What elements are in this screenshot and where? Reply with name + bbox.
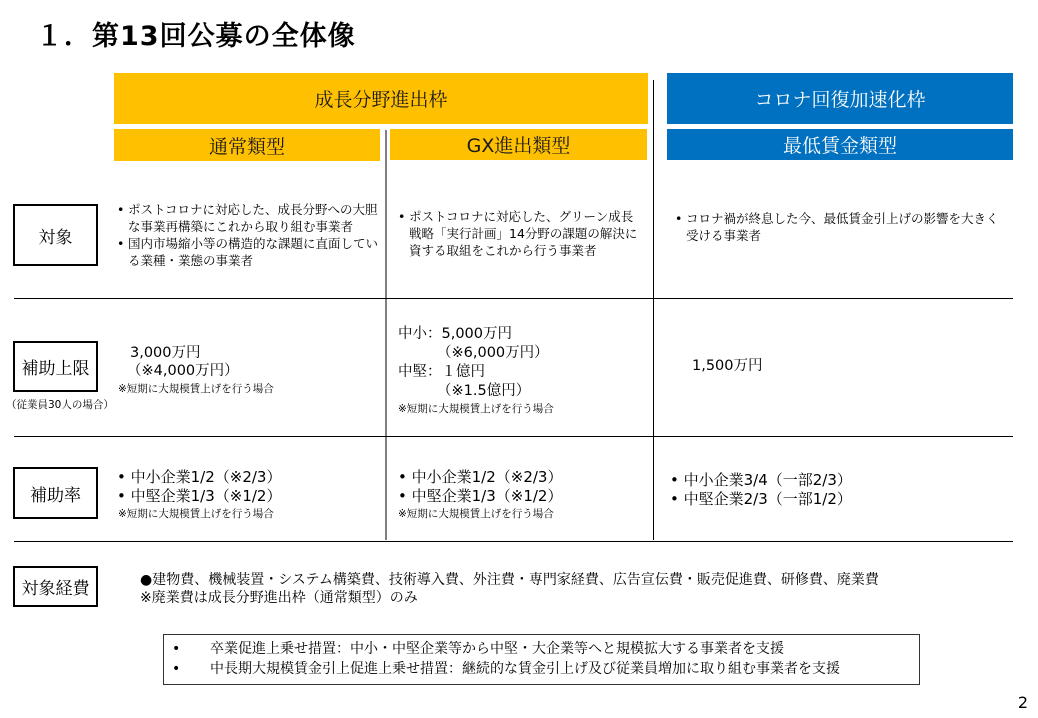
page-number: 2 bbox=[1017, 693, 1028, 712]
bullet-icon: • bbox=[117, 236, 125, 251]
rate-min-wage-sme: • 中小企業3/4（一部2/3） bbox=[670, 471, 852, 489]
bonus-measures-box bbox=[163, 634, 920, 685]
rate-gx-midsize: • 中堅企業1/3（※1/2） bbox=[398, 487, 563, 505]
header-min-wage-type: 最低賃金類型 bbox=[667, 129, 1013, 160]
target-normal-item: • ポストコロナに対応した、成長分野への大胆な事業再構築にこれから取り組む事業者 bbox=[117, 202, 378, 234]
row-divider-3 bbox=[14, 541, 1013, 542]
column-divider-2 bbox=[653, 80, 654, 540]
rate-min-wage-midsize: • 中堅企業2/3（一部1/2） bbox=[670, 490, 852, 508]
rate-normal-note: ※短期に大規模賃上げを行う場合 bbox=[118, 508, 274, 520]
target-normal-item: • 国内市場縮小等の構造的な課題に直面している業種・業態の事業者 bbox=[117, 236, 379, 268]
row-label-target: 対象 bbox=[13, 204, 98, 266]
eligible-expenses-note: ※廃業費は成長分野進出枠（通常類型）のみ bbox=[140, 590, 418, 606]
rate-gx-note: ※短期に大規模賃上げを行う場合 bbox=[398, 508, 554, 520]
rate-normal-midsize: • 中堅企業1/3（※1/2） bbox=[117, 487, 282, 505]
bullet-icon: • bbox=[398, 209, 406, 224]
cap-normal-amount-raised: （※4,000万円） bbox=[127, 363, 239, 379]
cap-gx-note: ※短期に大規模賃上げを行う場合 bbox=[398, 403, 554, 415]
cap-gx-midsize-raised: （※1.5億円） bbox=[437, 383, 531, 399]
bullet-icon: • bbox=[117, 202, 125, 217]
row-divider-2 bbox=[14, 436, 1013, 437]
rate-gx-sme: • 中小企業1/2（※2/3） bbox=[398, 468, 563, 486]
row-label-subsidy-cap: 補助上限 bbox=[13, 341, 98, 392]
header-gx-type: GX進出類型 bbox=[390, 129, 647, 160]
cap-gx-midsize: 中堅：１億円 bbox=[398, 364, 485, 380]
bullet-icon: • bbox=[172, 641, 181, 657]
header-corona-frame: コロナ回復加速化枠 bbox=[667, 73, 1013, 124]
column-divider-1 bbox=[385, 130, 387, 540]
header-normal-type: 通常類型 bbox=[114, 129, 380, 161]
eligible-expenses-list: ●建物費、機械装置・システム構築費、技術導入費、外注費・専門家経費、広告宣伝費・販売促進費、研修費、廃業費 bbox=[140, 572, 879, 588]
subsidy-cap-sublabel: （従業員30人の場合） bbox=[6, 399, 114, 411]
target-min-wage-item: • コロナ禍が終息した今、最低賃金引上げの影響を大きく受ける事業者 bbox=[675, 211, 999, 243]
target-gx-item: • ポストコロナに対応した、グリーン成長戦略「実行計画」14分野の課題の解決に資する取組をこれから行う事業者 bbox=[398, 209, 638, 258]
target-normal bbox=[117, 201, 379, 269]
page-title: １．第13回公募の全体像 bbox=[36, 21, 356, 52]
bullet-icon: • bbox=[675, 211, 683, 226]
header-growth-frame: 成長分野進出枠 bbox=[114, 73, 648, 124]
bonus-measure-item: • 卒業促進上乗せ措置：中小・中堅企業等から中堅・大企業等へと規模拡大する事業者を支援 bbox=[164, 639, 919, 659]
cap-gx-sme: 中小：5,000万円 bbox=[398, 326, 513, 342]
row-label-eligible-expenses: 対象経費 bbox=[13, 566, 98, 607]
row-divider-1 bbox=[14, 298, 1013, 299]
bullet-icon: • bbox=[172, 661, 181, 677]
cap-min-wage-amount: 1,500万円 bbox=[692, 358, 763, 374]
cap-normal-amount: 3,000万円 bbox=[130, 345, 201, 361]
target-gx bbox=[398, 208, 643, 259]
target-min-wage bbox=[675, 210, 1010, 244]
rate-normal-sme: • 中小企業1/2（※2/3） bbox=[117, 468, 282, 486]
cap-gx-sme-raised: （※6,000万円） bbox=[437, 345, 549, 361]
bonus-measure-item: • 中長期大規模賃金引上促進上乗せ措置：継続的な賃金引上げ及び従業員増加に取り組む事業者を支援 bbox=[164, 659, 919, 679]
row-label-subsidy-rate: 補助率 bbox=[13, 467, 98, 519]
cap-normal-note: ※短期に大規模賃上げを行う場合 bbox=[118, 383, 274, 395]
